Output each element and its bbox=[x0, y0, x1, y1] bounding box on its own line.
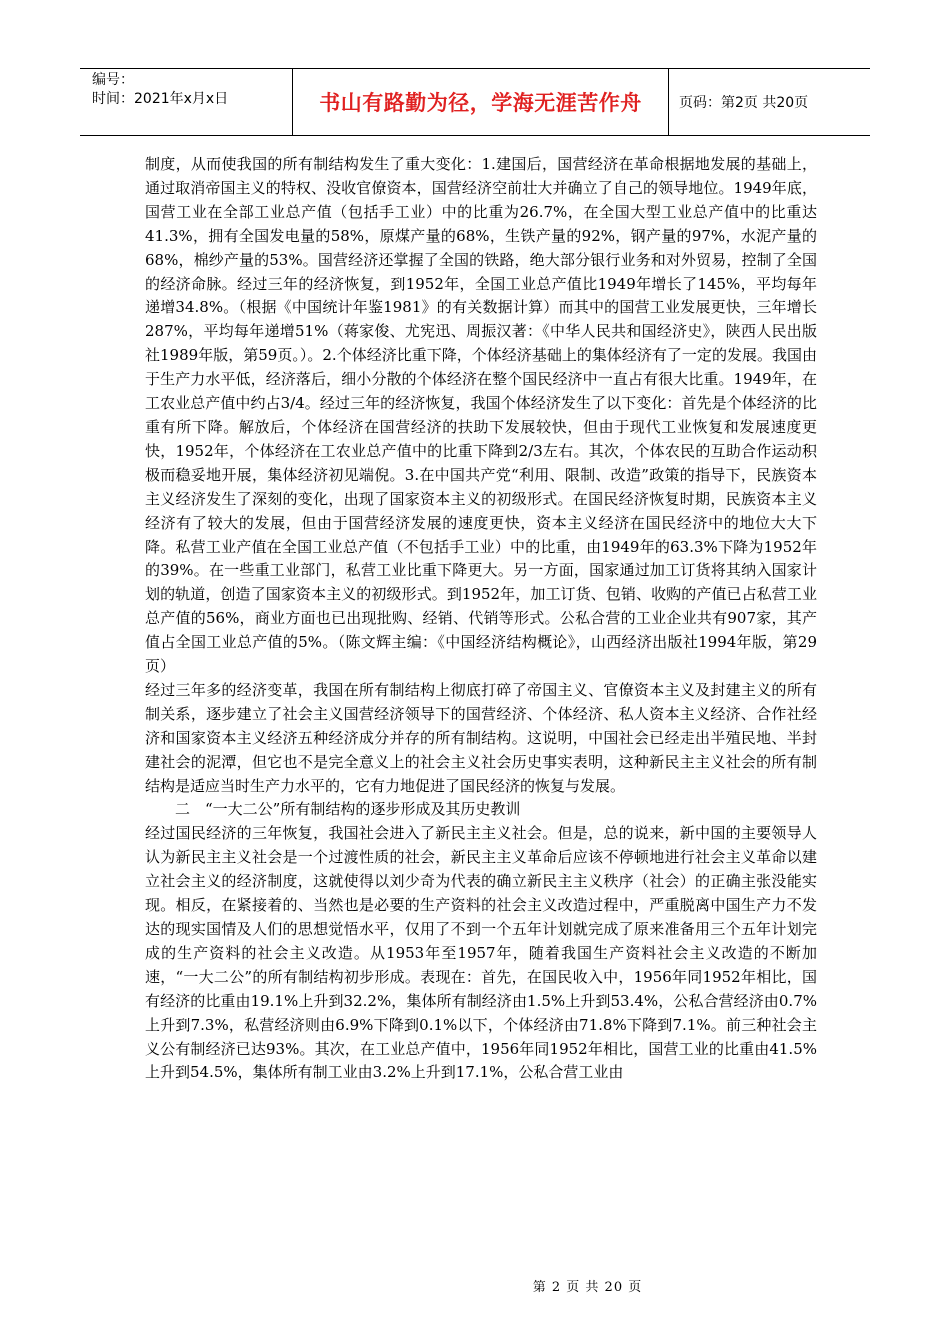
header-motto: 书山有路勤为径，学海无涯苦作舟 bbox=[319, 91, 642, 115]
footer-page-number: 第 2 页 共 20 页 bbox=[532, 1280, 643, 1295]
header-meta bbox=[80, 69, 293, 135]
body-paragraph: 经过三年多的经济变革，我国在所有制结构上彻底打碎了帝国主义、官僚资本主义及封建主义的所有制关系，逐步建立了社会主义国营经济领导下的国营经济、个体经济、私人资本主义经济、合作社经济和国家资本主义经济五种经济成分并存的所有制结构。这说明，中国社会已经走出半殖民地、半封建社会的泥潭，但它也不是完全意义上的社会主义社会历史事实表明，这种新民主主义社会的所有制结构是适应当时生产力水平的，它有力地促进了国民经济的恢复与发展。 bbox=[145, 680, 817, 795]
body-paragraph: 经过国民经济的三年恢复，我国社会进入了新民主主义社会。但是，总的说来，新中国的主要领导人认为新民主主义社会是一个过渡性质的社会，新民主主义革命后应该不停顿地进行社会主义革命以建立社会主义的经济制度，这就使得以刘少奇为代表的确立新民主主义秩序（社会）的正确主张没能实现。相反，在紧接着的、当然也是必要的生产资料的社会主义改造过程中，严重脱离中国生产力不发达的现实国情及人们的思想觉悟水平，仅用了不到一个五年计划就完成了原来准备用三个五年计划完成的生产资料的社会主义改造。从1953年至1957年，随着我国生产资料社会主义改造的不断加速，“一大二公”的所有制结构初步形成。表现在：首先，在国民收入中，1956年同1952年相比，国有经济的比重由19.1%上升到32.2%，集体所有制经济由1.5%上升到53.4%，公私合营经济由0.7%上升到7.3%，私营经济则由6.9%下降到0.1%以下，个体经济由71.8%下降到7.1%。前三种社会主义公有制经济已达93%。其次，在工业总产值中，1956年同1952年相比，国营工业的比重由41.5%上升到54.5%，集体所有制工业由3.2%上升到17.1%，公私合营工业由 bbox=[145, 824, 817, 1082]
page-footer bbox=[0, 1276, 950, 1295]
header-page-info: 页码：第2页 共20页 bbox=[679, 95, 809, 111]
header-motto-cell bbox=[293, 69, 669, 135]
document-number-label: 编号： bbox=[92, 72, 134, 88]
document-time-label: 时间：2021年x月x日 bbox=[92, 91, 229, 107]
document-body bbox=[145, 153, 817, 1085]
section-heading: 二 “一大二公”所有制结构的逐步形成及其历史教训 bbox=[175, 800, 521, 819]
body-paragraph: 制度，从而使我国的所有制结构发生了重大变化：1.建国后，国营经济在革命根据地发展的基础上，通过取消帝国主义的特权、没收官僚资本，国营经济空前壮大并确立了自己的领导地位。1949年底，国营工业在全部工业总产值（包括手工业）中的比重为26.7%，在全国大型工业总产值中的比重达41.3%，拥有全国发电量的58%，原煤产量的68%，生铁产量的92%，钢产量的97%，水泥产量的68%，棉纱产量的53%。国营经济还掌握了全国的铁路，绝大部分银行业务和对外贸易，控制了全国的经济命脉。经过三年的经济恢复，到1952年，全国工业总产值比1949年增长了145%，平均每年递增34.8%。（根据《中国统计年鉴1981》的有关数据计算）而其中的国营工业发展更快，三年增长287%，平均每年递增51%（蒋家俊、尤宪迅、周振汉著：《中华人民共和国经济史》，陕西人民出版社1989年版，第59页。）。2.个体经济比重下降，个体经济基础上的集体经济有了一定的发展。我国由于生产力水平低，经济落后，细小分散的个体经济在整个国民经济中一直占有很大比重。1949年，在工农业总产值中约占3/4。经过三年的经济恢复，我国个体经济发生了以下变化：首先是个体经济的比重有所下降。解放后，个体经济在国营经济的扶助下发展较快，但由于现代工业恢复和发展速度更快，1952年，个体经济在工农业总产值中的比重下降到2/3左右。其次，个体农民的互助合作运动积极而稳妥地开展，集体经济初见端倪。3.在中国共产党“利用、限制、改造”政策的指导下，民族资本主义经济发生了深刻的变化，出现了国家资本主义的初级形式。在国民经济恢复时期，民族资本主义经济有了较大的发展，但由于国营经济发展的速度更快，资本主义经济在国民经济中的地位大大下降。私营工业产值在全国工业总产值（不包括手工业）中的比重，由1949年的63.3%下降为1952年的39%。在一些重工业部门，私营工业比重下降更大。另一方面，国家通过加工订货将其纳入国家计划的轨道，创造了国家资本主义的初级形式。到1952年，加工订货、包销、收购的产值已占私营工业总产值的56%，商业方面也已出现批购、经销、代销等形式。公私合营的工业企业共有907家，其产值占全国工业总产值的5%。（陈文辉主编：《中国经济结构概论》，山西经济出版社1994年版，第29页） bbox=[145, 155, 817, 676]
page-header bbox=[80, 68, 870, 136]
